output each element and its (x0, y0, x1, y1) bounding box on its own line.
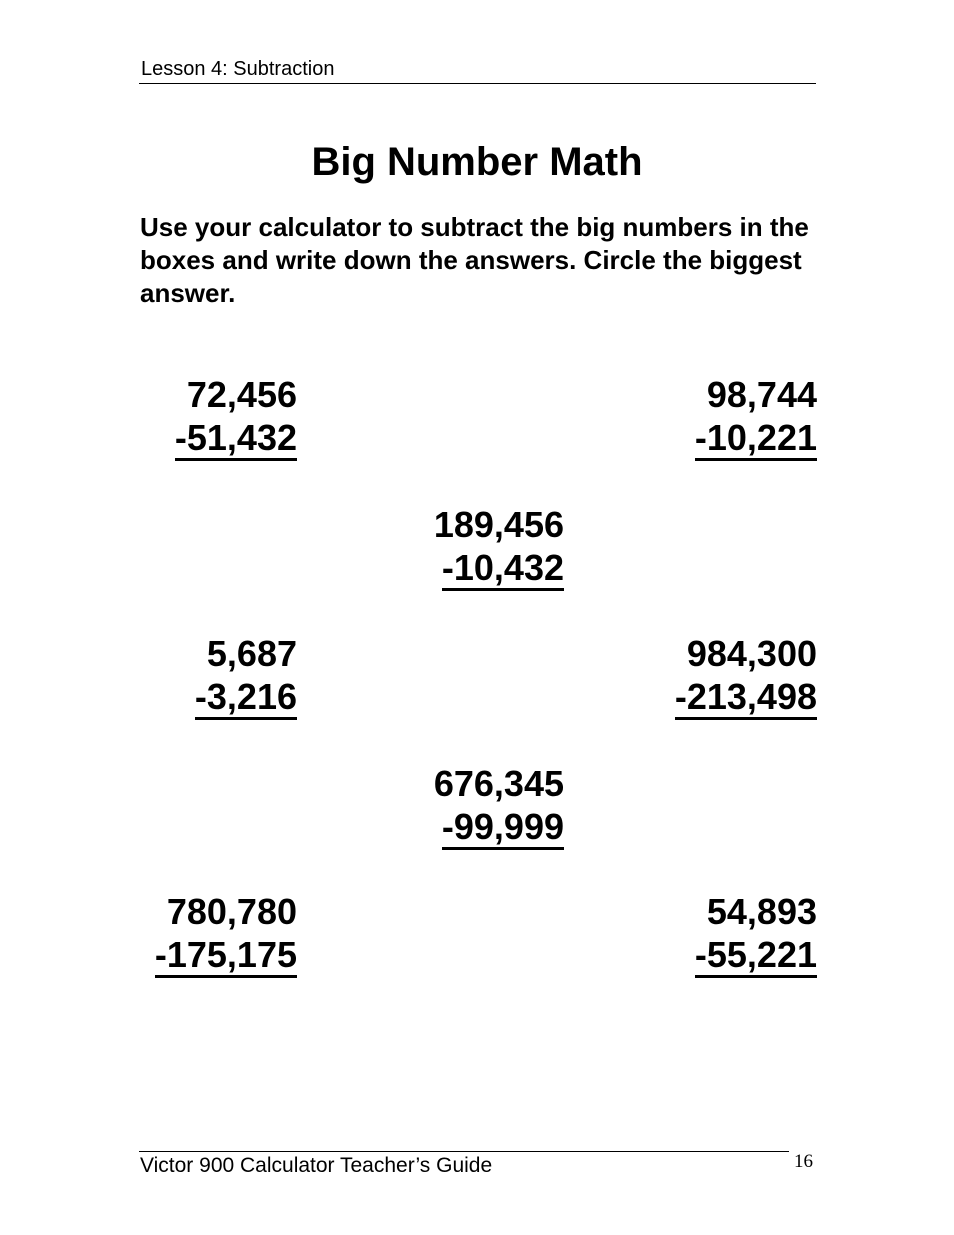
subtrahend: -3,216 (195, 677, 297, 720)
footer-guide-title: Victor 900 Calculator Teacher’s Guide (140, 1154, 493, 1177)
problem-5 (597, 632, 817, 720)
minuend: 54,893 (706, 891, 817, 932)
lesson-label: Lesson 4: Subtraction (141, 58, 335, 80)
subtrahend: -175,175 (155, 935, 297, 978)
problem-6 (344, 762, 564, 850)
problem-3 (344, 503, 564, 591)
page-header (139, 57, 816, 84)
problem-1 (77, 373, 297, 461)
minuend: 780,780 (166, 891, 297, 932)
subtrahend: -10,221 (695, 418, 817, 461)
subtrahend: -99,999 (442, 807, 564, 850)
subtrahend: -10,432 (442, 548, 564, 591)
problem-7 (77, 890, 297, 978)
minuend: 98,744 (706, 374, 817, 415)
footer-divider (139, 1151, 789, 1152)
subtrahend: -213,498 (675, 677, 817, 720)
minuend: 984,300 (686, 633, 817, 674)
problem-2 (597, 373, 817, 461)
minuend: 189,456 (433, 504, 564, 545)
problem-4 (77, 632, 297, 720)
page-title: Big Number Math (311, 140, 643, 184)
problem-8 (597, 890, 817, 978)
instructions-text: Use your calculator to subtract the big numbers in the boxes and write down the answers. Circle the biggest answer. (140, 212, 809, 308)
subtrahend: -55,221 (695, 935, 817, 978)
subtrahend: -51,432 (175, 418, 297, 461)
minuend: 5,687 (206, 633, 297, 674)
minuend: 72,456 (186, 374, 297, 415)
minuend: 676,345 (433, 763, 564, 804)
page-number: 16 (794, 1151, 813, 1172)
